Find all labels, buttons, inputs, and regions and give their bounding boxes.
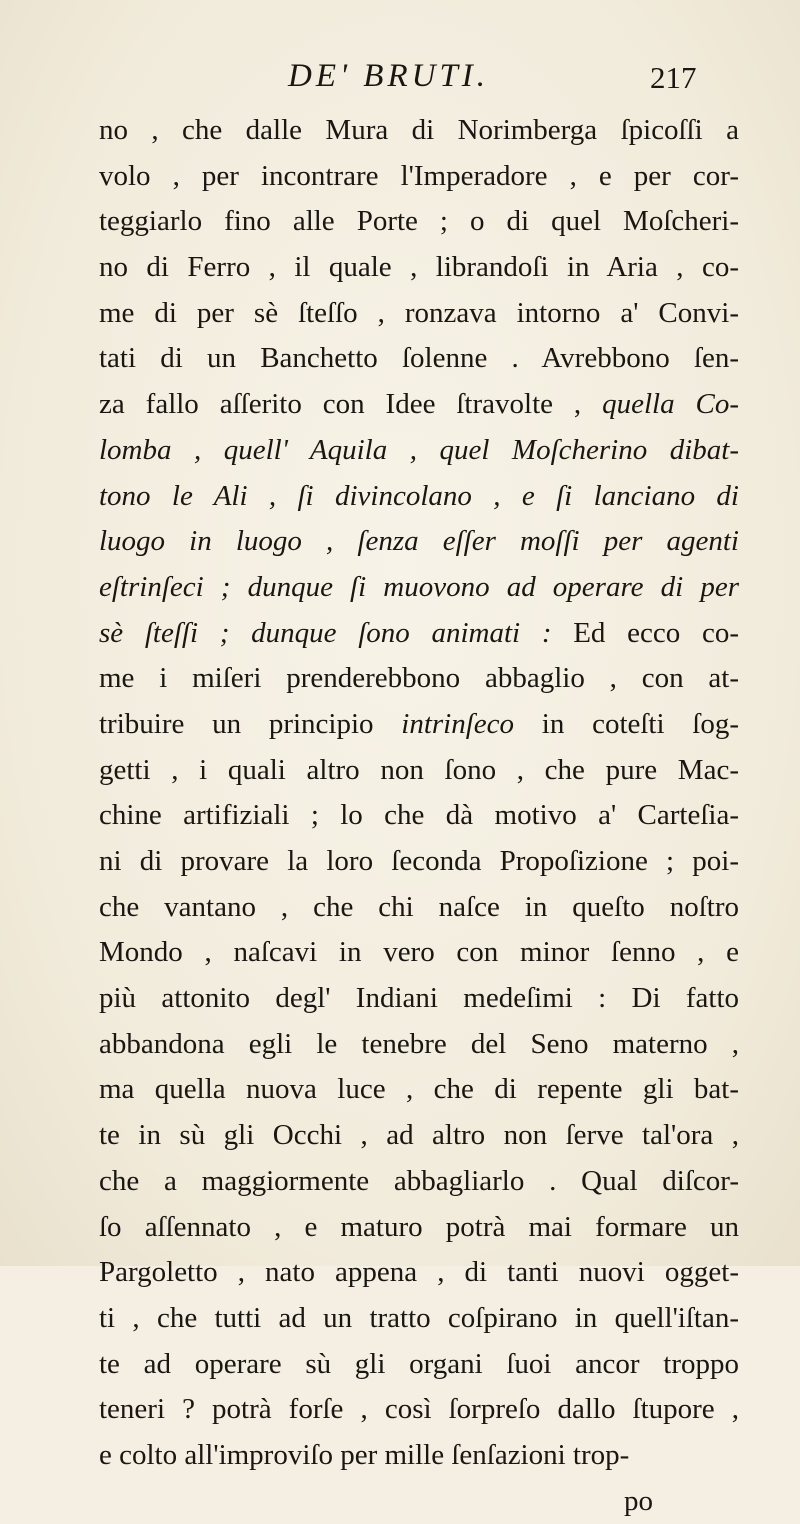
text-line [99, 930, 739, 976]
text-line [99, 1342, 739, 1388]
text-segment: ti , che tutti ad un tratto coſpirano in quell'iſtan- [99, 1301, 739, 1334]
text-line [99, 702, 739, 748]
text-line [99, 1022, 739, 1068]
text-segment: tribuire un principio [99, 707, 402, 740]
text-line [99, 474, 739, 520]
text-segment: getti , i quali altro non ſono , che pure Mac- [99, 753, 739, 786]
text-segment: in coteſti ſog- [514, 707, 740, 740]
text-line [99, 793, 739, 839]
italic-segment: sè ſteſſi ; dunque ſono animati : [99, 616, 574, 649]
text-segment: te ad operare sù gli organi ſuoi ancor troppo [99, 1347, 739, 1380]
text-line [99, 748, 739, 794]
text-segment: che a maggiormente abbagliarlo . Qual diſcor- [99, 1164, 739, 1197]
text-line [99, 154, 739, 200]
text-segment: ni di provare la loro ſeconda Propoſizione ; poi- [99, 845, 739, 877]
text-segment: ſo aſſennato , e maturo potrà mai formare un [99, 1210, 739, 1243]
text-line [99, 428, 739, 474]
text-segment: tati di un Banchetto ſolenne . Avrebbono ſen- [99, 342, 739, 375]
text-line [99, 1067, 739, 1113]
text-line [99, 656, 739, 702]
text-segment: teneri ? potrà forſe , così ſorpreſo dallo ſtupore , [99, 1393, 739, 1426]
text-line [99, 976, 739, 1022]
text-segment: no , che dalle Mura di Norimberga ſpicoſſi a [99, 114, 739, 146]
text-line [99, 1205, 739, 1251]
text-line [99, 1159, 739, 1205]
italic-segment: tono le Ali , ſi divincolano , e ſi lanciano di [99, 479, 739, 512]
text-segment: te in sù gli Occhi , ad altro non ſerve tal'ora , [99, 1119, 739, 1152]
italic-segment: eſtrinſeci ; dunque ſi muovono ad operare di per [99, 570, 739, 603]
text-line [99, 519, 739, 565]
text-line [99, 885, 739, 931]
running-title: DE' BRUTI. [288, 58, 490, 94]
text-segment: no di Ferro , il quale , librandoſi in Aria , co- [99, 251, 739, 284]
text-line [99, 1387, 739, 1433]
italic-segment: lomba , quell' Aquila , quel Moſcherino dibat- [99, 433, 739, 466]
text-line [99, 1433, 739, 1479]
text-segment: e colto all'improviſo per mille ſenſazioni trop- [99, 1438, 630, 1471]
italic-segment: quella Co- [602, 388, 739, 421]
text-segment: volo , per incontrare l'Imperadore , e per cor- [99, 159, 739, 192]
text-line [99, 245, 739, 291]
text-line [99, 565, 739, 611]
text-line [99, 1113, 739, 1159]
text-segment: za fallo aſſerito con Idee ſtravolte , [99, 388, 603, 421]
text-segment: teggiarlo fino alle Porte ; o di quel Moſcheri- [99, 205, 739, 238]
page-header [0, 58, 800, 98]
text-segment: abbandona egli le tenebre del Seno materno , [99, 1027, 739, 1060]
text-segment: Mondo , naſcavi in vero con minor ſenno , e [99, 936, 739, 969]
body-text [99, 108, 739, 1524]
text-line [99, 108, 739, 154]
italic-segment: luogo in luogo , ſenza eſſer moſſi per agenti [99, 525, 739, 558]
page-number: 217 [650, 60, 697, 95]
catchword: po [624, 1484, 653, 1517]
text-segment: ma quella nuova luce , che di repente gli bat- [99, 1073, 739, 1106]
text-line [99, 382, 739, 428]
text-segment: più attonito degl' Indiani medeſimi : Di fatto [99, 982, 739, 1015]
text-segment: me di per sè ſteſſo , ronzava intorno a' Convi- [99, 296, 739, 329]
text-line [99, 1296, 739, 1342]
text-segment: che vantano , che chi naſce in queſto noſtro [99, 890, 739, 923]
text-line [99, 291, 739, 337]
text-line [99, 839, 739, 885]
text-line [99, 1250, 739, 1296]
text-segment: me i miſeri prenderebbono abbaglio , con at- [99, 662, 739, 695]
italic-segment: intrinſeco [401, 707, 515, 740]
text-line [99, 336, 739, 382]
text-line [99, 611, 739, 657]
text-line [99, 199, 739, 245]
text-segment: Ed ecco co- [573, 616, 739, 649]
text-segment: Pargoletto , nato appena , di tanti nuovi ogget- [99, 1256, 739, 1289]
text-segment: chine artifiziali ; lo che dà motivo a' Carteſia- [99, 799, 739, 832]
